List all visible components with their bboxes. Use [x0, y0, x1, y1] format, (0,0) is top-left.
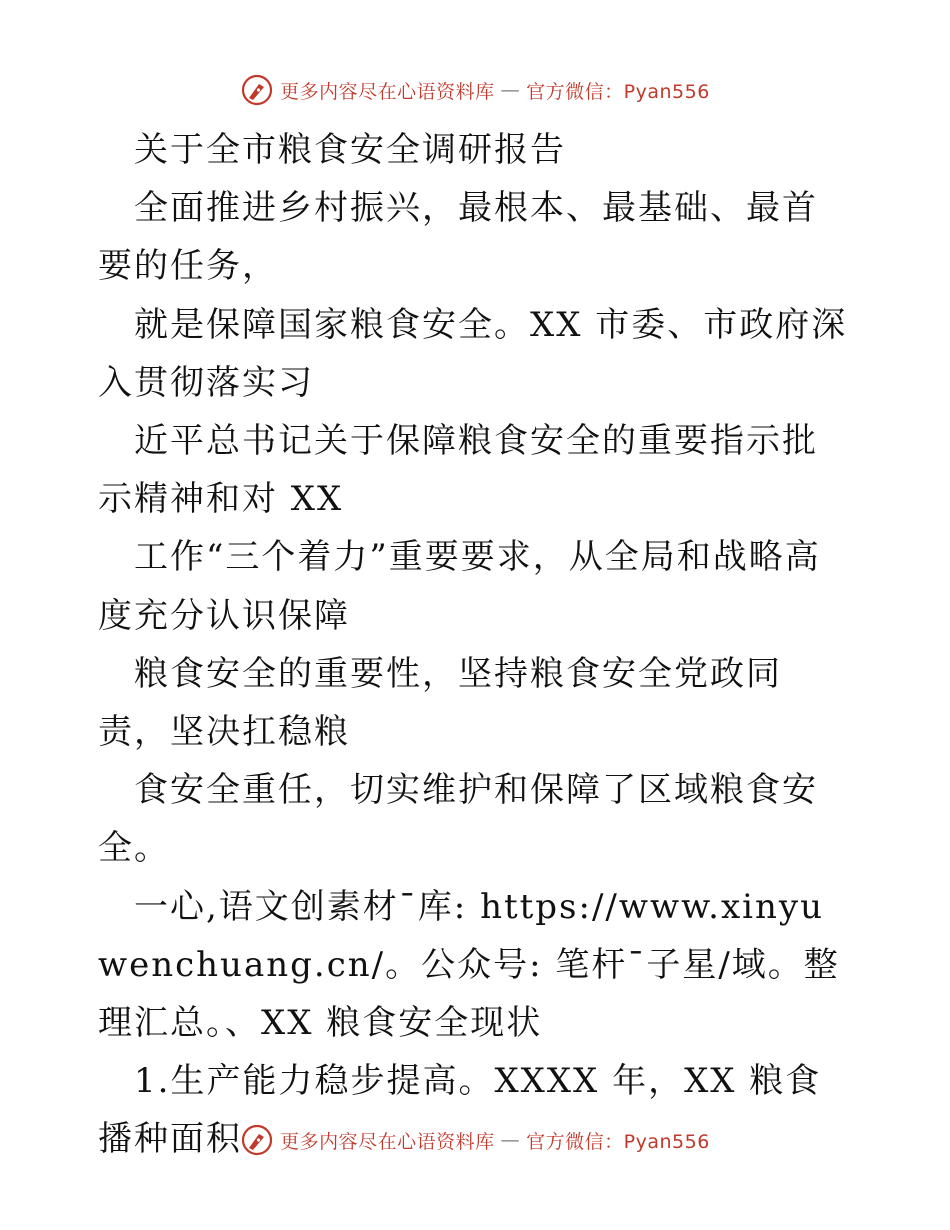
paragraph-2: 就是保障国家粮食安全。XX 市委、市政府深入贯彻落实习: [98, 304, 848, 403]
banner-wechat-text: 官方微信：Pyan556: [526, 1130, 710, 1153]
banner-main-text: 更多内容尽在心语资料库: [280, 80, 495, 103]
paragraph-1: 全面推进乡村振兴，最根本、最基础、最首要的任务，: [98, 188, 818, 287]
document-body: [98, 121, 850, 1169]
paragraph-4: 工作“三个着力”重要要求，从全局和战略高度充分认识保障: [98, 537, 821, 636]
paragraph-7: 一心,语文创素材¯库: https://www.xinyuwenchuang.cn/。公众号: 笔杆¯子星/域。整理汇总。、XX 粮食安全现状: [98, 886, 840, 1044]
document-title: 关于全市粮食安全调研报告: [134, 130, 566, 170]
banner-separator: —: [500, 1129, 521, 1151]
header-banner: [0, 70, 950, 110]
paragraph-5: 粮食安全的重要性，坚持粮食安全党政同责，坚决扛稳粮: [98, 653, 782, 753]
banner-wechat-text: 官方微信：Pyan556: [526, 80, 710, 103]
paragraph-8: 1.生产能力稳步提高。XXXX 年，XX 粮食播种面积: [98, 1061, 822, 1160]
banner-separator: —: [500, 79, 521, 101]
banner-main-text: 更多内容尽在心语资料库: [280, 1130, 495, 1153]
footer-banner: [0, 1120, 950, 1160]
paragraph-6: 食安全重任，切实维护和保障了区域粮食安全。: [98, 770, 818, 869]
paragraph-3: 近平总书记关于保障粮食安全的重要指示批示精神和对 XX: [98, 421, 818, 520]
pen-nib-circle-icon: [240, 1123, 274, 1157]
pen-nib-circle-icon: [240, 73, 274, 107]
